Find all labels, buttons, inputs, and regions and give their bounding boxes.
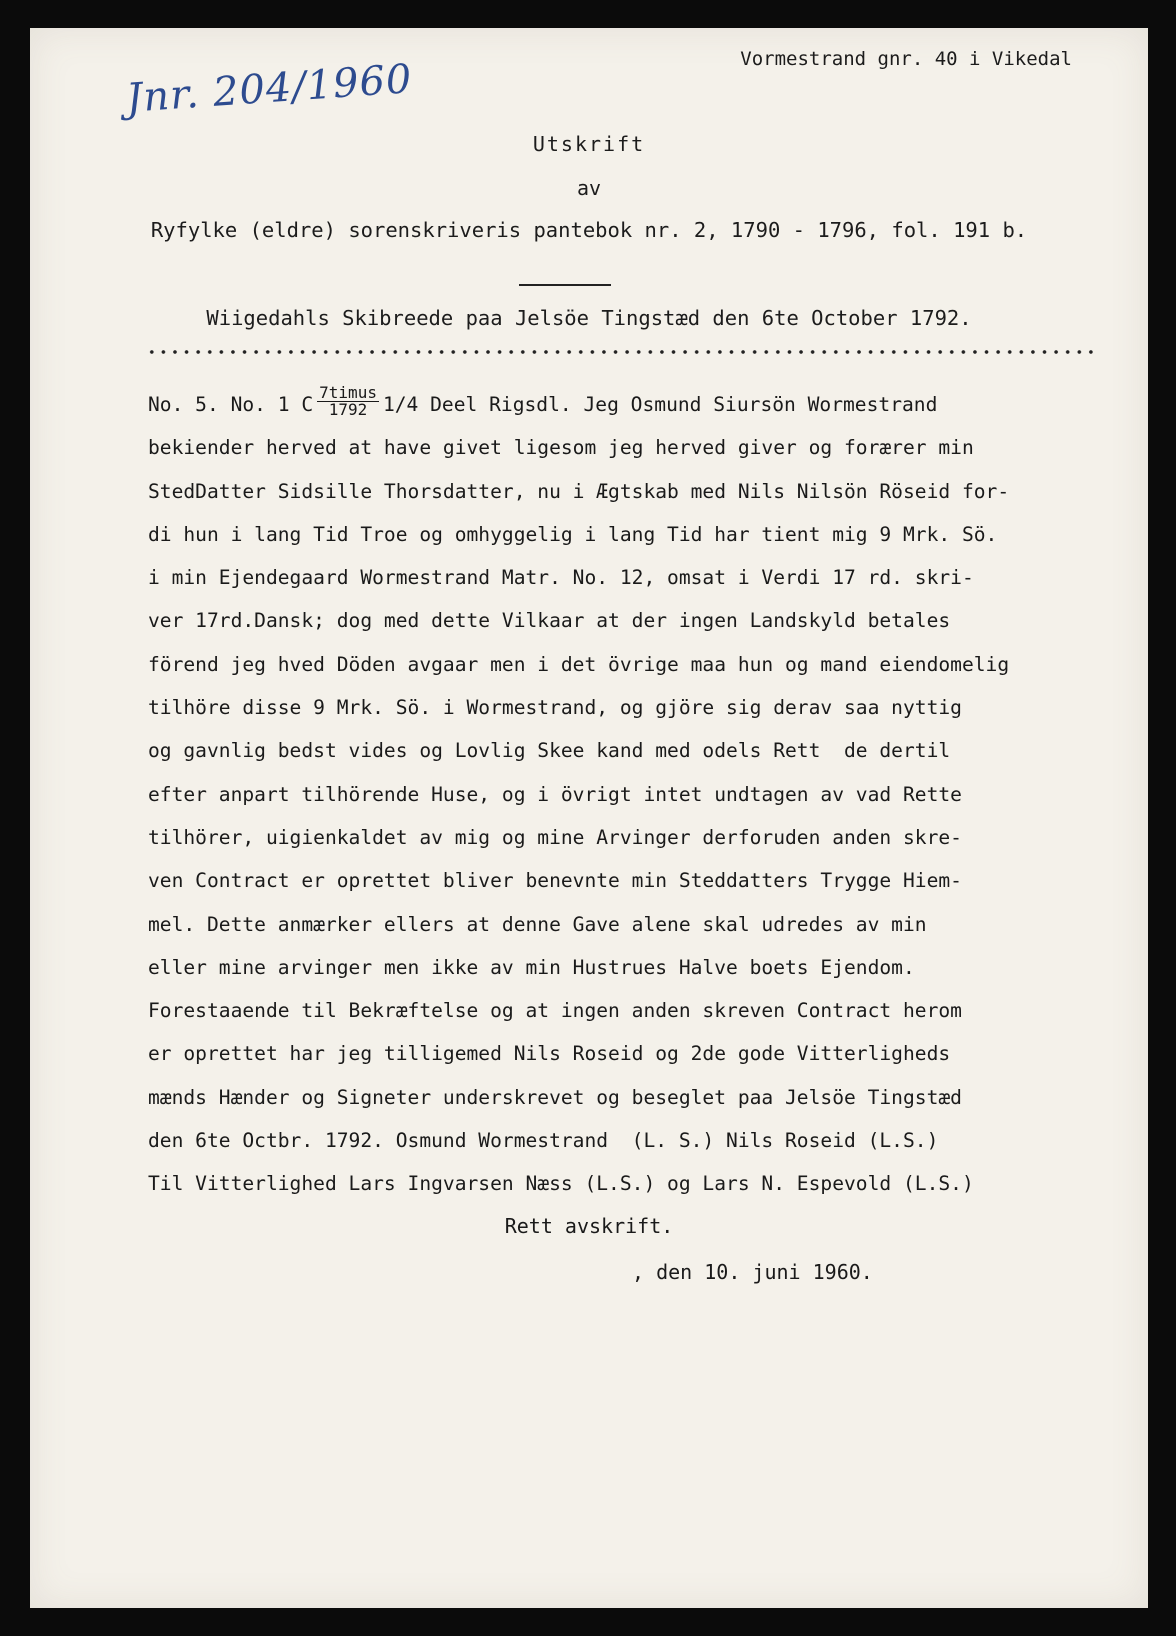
transcript-line: den 6te Octbr. 1792. Osmund Wormestrand (L. S.) Nils Roseid (L.S.) (148, 1129, 939, 1153)
transcript-body (148, 383, 1108, 1206)
first-line-end: 1/4 Deel Rigsdl. Jeg Osmund Siursön Wormestrand (382, 393, 938, 416)
first-line-start: No. 5. No. 1 C (148, 393, 314, 416)
transcript-line: bekiender herved at have givet ligesom jeg herved giver og forærer min (148, 436, 974, 460)
fraction (317, 385, 379, 418)
transcript-line: mænds Hænder og Signeter underskrevet og beseglet paa Jelsöe Tingstæd (148, 1085, 962, 1109)
transcript-line: StedDatter Sidsille Thorsdatter, nu i Ægtskab med Nils Nilsön Röseid for- (148, 479, 1010, 503)
transcript-line: og gavnlig bedst vides og Lovlig Skee kand med odels Rett de dertil (148, 739, 951, 763)
transcript-line: di hun i lang Tid Troe og omhyggelig i lang Tid har tient mig 9 Mrk. Sö. (148, 522, 998, 546)
source-reference: Ryfylke (eldre) sorenskriveris pantebok nr. 2, 1790 - 1796, fol. 191 b. (150, 218, 1028, 242)
handwritten-journal-number: Jnr. 204/1960 (124, 56, 414, 122)
transcript-line: er oprettet har jeg tilligemed Nils Roseid og 2de gode Vitterligheds (148, 1042, 951, 1066)
property-reference: Vormestrand gnr. 40 i Vikedal (740, 48, 1072, 70)
document-title: Utskrift (532, 132, 646, 156)
dotted-separator (146, 350, 1096, 354)
transcript-line: i min Ejendegaard Wormestrand Matr. No. 12, omsat i Verdi 17 rd. skri- (148, 566, 974, 590)
transcript-line: ven Contract er oprettet bliver benevnte min Steddatters Trygge Hiem- (148, 869, 962, 893)
divider-rule (519, 284, 611, 286)
transcript-first-line (148, 383, 1108, 426)
transcript-line: efter anpart tilhörende Huse, og i övrigt intet undtagen av vad Rette (148, 782, 962, 806)
transcript-line: eller mine arvinger men ikke av min Hustrues Halve boets Ejendom. (148, 955, 915, 979)
court-heading: Wiigedahls Skibreede paa Jelsöe Tingstæd den 6te October 1792. (206, 306, 972, 330)
transcript-line: tilhöre disse 9 Mrk. Sö. i Wormestrand, og gjöre sig derav saa nyttig (148, 696, 962, 720)
transcript-line: Til Vitterlighed Lars Ingvarsen Næss (L.S.) og Lars N. Espevold (L.S.) (148, 1172, 974, 1196)
fraction-denominator: 1792 (328, 400, 368, 419)
title-av: av (576, 176, 602, 200)
transcript-line: ver 17rd.Dansk; dog med dette Vilkaar at der ingen Landskyld betales (148, 609, 951, 633)
document-page (30, 28, 1148, 1608)
transcript-line: tilhörer, uigienkaldet av mig og mine Arvinger derforuden anden skre- (148, 825, 962, 849)
fraction-numerator: 7timus (319, 383, 377, 402)
transcript-line: mel. Dette anmærker ellers at denne Gave alene skal udredes av min (148, 912, 927, 936)
transcript-line: förend jeg hved Döden avgaar men i det övrige maa hun og mand eiendomelig (148, 652, 1010, 676)
transcript-line: Forestaaende til Bekræftelse og at ingen anden skreven Contract herom (148, 999, 962, 1023)
certified-copy-note: Rett avskrift. (504, 1214, 674, 1238)
date-line: , den 10. juni 1960. (632, 1260, 873, 1284)
